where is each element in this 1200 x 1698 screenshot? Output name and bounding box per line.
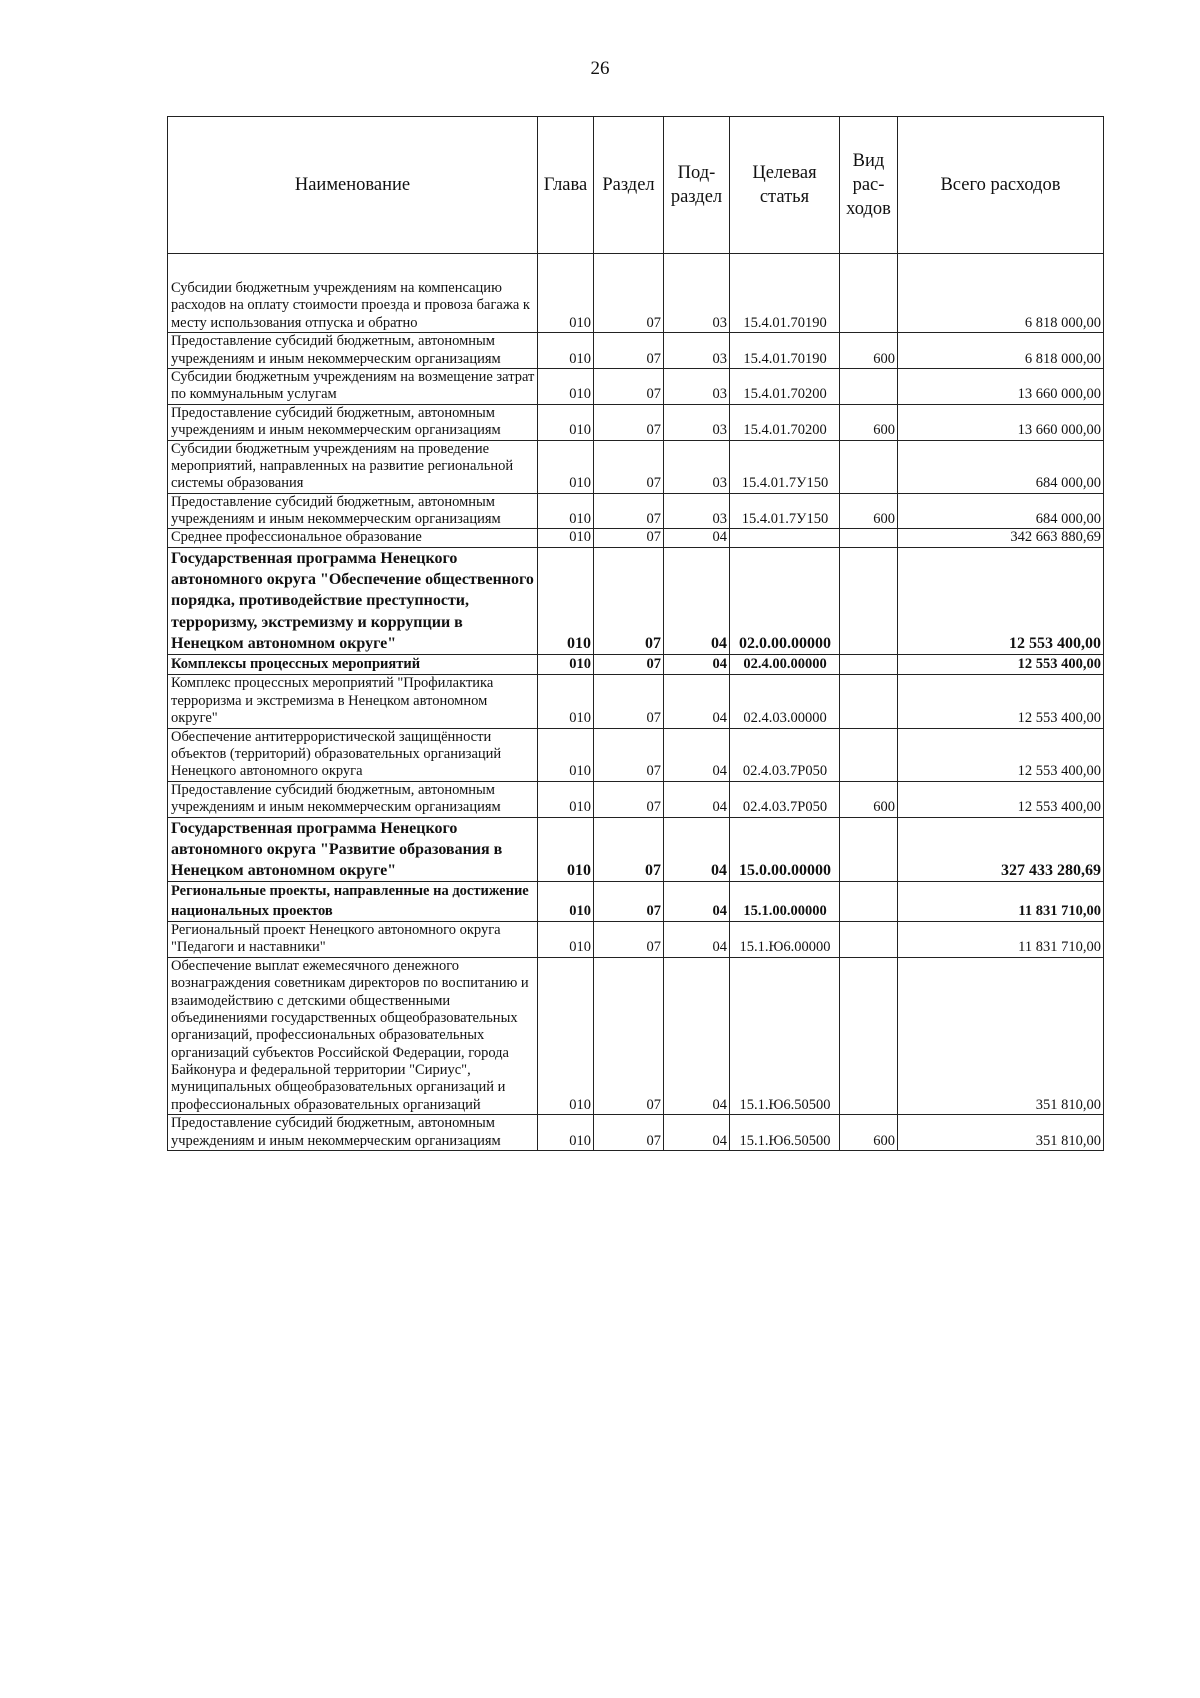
row-type	[840, 254, 898, 333]
row-target: 15.4.01.70190	[730, 333, 840, 369]
row-total: 12 553 400,00	[898, 547, 1104, 654]
row-name: Предоставление субсидий бюджетным, автономным учреждениям и иным некоммерческим организациям	[168, 1115, 538, 1151]
row-subsection: 03	[664, 368, 730, 404]
row-subsection: 04	[664, 882, 730, 922]
row-chapter: 010	[538, 333, 594, 369]
row-chapter: 010	[538, 368, 594, 404]
row-section: 07	[594, 440, 664, 493]
row-target: 15.4.01.70200	[730, 404, 840, 440]
row-chapter: 010	[538, 529, 594, 547]
row-section: 07	[594, 655, 664, 675]
table-row	[168, 368, 1104, 404]
row-name: Региональный проект Ненецкого автономного округа "Педагоги и наставники"	[168, 921, 538, 957]
header-total: Всего расходов	[898, 117, 1104, 254]
row-type	[840, 728, 898, 781]
header-type: Вид рас-ходов	[840, 117, 898, 254]
table-row	[168, 333, 1104, 369]
row-name: Субсидии бюджетным учреждениям на проведение мероприятий, направленных на развитие региональной системы образования	[168, 440, 538, 493]
header-row	[168, 117, 1104, 254]
row-type	[840, 882, 898, 922]
row-type	[840, 675, 898, 728]
row-type	[840, 547, 898, 654]
row-subsection: 04	[664, 675, 730, 728]
table-row	[168, 728, 1104, 781]
row-chapter: 010	[538, 675, 594, 728]
row-subsection: 03	[664, 404, 730, 440]
row-total: 351 810,00	[898, 957, 1104, 1115]
row-type: 600	[840, 493, 898, 529]
table-row	[168, 921, 1104, 957]
row-target: 15.4.01.70190	[730, 254, 840, 333]
row-subsection: 04	[664, 529, 730, 547]
table-row	[168, 440, 1104, 493]
row-total: 12 553 400,00	[898, 655, 1104, 675]
row-chapter: 010	[538, 781, 594, 817]
row-name: Обеспечение антитеррористической защищённости объектов (территорий) образовательных организаций Ненецкого автономного округа	[168, 728, 538, 781]
row-subsection: 04	[664, 921, 730, 957]
row-subsection: 04	[664, 728, 730, 781]
row-name: Региональные проекты, направленные на достижение национальных проектов	[168, 882, 538, 922]
row-section: 07	[594, 254, 664, 333]
page-number: 26	[590, 58, 610, 79]
row-target	[730, 529, 840, 547]
row-chapter: 010	[538, 440, 594, 493]
row-target: 15.4.01.7У150	[730, 440, 840, 493]
row-subsection: 03	[664, 254, 730, 333]
row-subsection: 04	[664, 957, 730, 1115]
row-target: 15.0.00.00000	[730, 817, 840, 882]
header-section: Раздел	[594, 117, 664, 254]
row-target: 02.4.00.00000	[730, 655, 840, 675]
row-section: 07	[594, 333, 664, 369]
row-chapter: 010	[538, 817, 594, 882]
row-subsection: 03	[664, 440, 730, 493]
row-type	[840, 655, 898, 675]
table-row	[168, 655, 1104, 675]
table-row	[168, 254, 1104, 333]
header-name: Наименование	[168, 117, 538, 254]
table-row	[168, 781, 1104, 817]
row-type: 600	[840, 404, 898, 440]
header-target: Целевая статья	[730, 117, 840, 254]
row-chapter: 010	[538, 547, 594, 654]
row-section: 07	[594, 781, 664, 817]
header-chapter: Глава	[538, 117, 594, 254]
row-target: 02.0.00.00000	[730, 547, 840, 654]
row-name: Среднее профессиональное образование	[168, 529, 538, 547]
row-section: 07	[594, 957, 664, 1115]
table-row	[168, 547, 1104, 654]
row-name: Обеспечение выплат ежемесячного денежного вознаграждения советникам директоров по воспитанию и взаимодействию с детскими общественными объединениями государственных общеобразовательных организаций, профессиональных образовательных организаций субъектов Российской Федерации, города Байконура и федеральной территории "Сириус", муниципальных общеобразовательных организаций и профессиональных образовательных организаций	[168, 957, 538, 1115]
row-section: 07	[594, 493, 664, 529]
row-section: 07	[594, 547, 664, 654]
row-total: 684 000,00	[898, 440, 1104, 493]
row-name: Предоставление субсидий бюджетным, автономным учреждениям и иным некоммерческим организациям	[168, 781, 538, 817]
row-name: Субсидии бюджетным учреждениям на возмещение затрат по коммунальным услугам	[168, 368, 538, 404]
row-total: 351 810,00	[898, 1115, 1104, 1151]
row-type	[840, 440, 898, 493]
row-name: Предоставление субсидий бюджетным, автономным учреждениям и иным некоммерческим организациям	[168, 493, 538, 529]
row-target: 15.4.01.70200	[730, 368, 840, 404]
row-subsection: 04	[664, 817, 730, 882]
row-target: 02.4.03.7Р050	[730, 728, 840, 781]
header-subsection: Под-раздел	[664, 117, 730, 254]
row-total: 12 553 400,00	[898, 728, 1104, 781]
row-target: 15.1.Ю6.50500	[730, 1115, 840, 1151]
row-name: Предоставление субсидий бюджетным, автономным учреждениям и иным некоммерческим организациям	[168, 404, 538, 440]
row-section: 07	[594, 368, 664, 404]
row-name: Комплексы процессных мероприятий	[168, 655, 538, 675]
row-chapter: 010	[538, 1115, 594, 1151]
row-subsection: 04	[664, 781, 730, 817]
row-type	[840, 368, 898, 404]
table-row	[168, 675, 1104, 728]
row-total: 11 831 710,00	[898, 921, 1104, 957]
row-section: 07	[594, 529, 664, 547]
table-row	[168, 957, 1104, 1115]
row-section: 07	[594, 675, 664, 728]
row-type: 600	[840, 781, 898, 817]
row-target: 15.4.01.7У150	[730, 493, 840, 529]
row-name: Субсидии бюджетным учреждениям на компенсацию расходов на оплату стоимости проезда и провоза багажа к месту использования отпуска и обратно	[168, 254, 538, 333]
row-chapter: 010	[538, 882, 594, 922]
row-chapter: 010	[538, 655, 594, 675]
row-chapter: 010	[538, 493, 594, 529]
row-subsection: 04	[664, 655, 730, 675]
row-chapter: 010	[538, 404, 594, 440]
table-row	[168, 882, 1104, 922]
table-row	[168, 529, 1104, 547]
row-type	[840, 529, 898, 547]
row-subsection: 03	[664, 333, 730, 369]
row-target: 15.1.Ю6.50500	[730, 957, 840, 1115]
row-type: 600	[840, 1115, 898, 1151]
row-subsection: 04	[664, 547, 730, 654]
row-total: 12 553 400,00	[898, 675, 1104, 728]
row-total: 342 663 880,69	[898, 529, 1104, 547]
row-total: 684 000,00	[898, 493, 1104, 529]
row-type	[840, 817, 898, 882]
budget-table	[167, 116, 1104, 1151]
row-target: 15.1.Ю6.00000	[730, 921, 840, 957]
row-name: Предоставление субсидий бюджетным, автономным учреждениям и иным некоммерческим организациям	[168, 333, 538, 369]
row-section: 07	[594, 404, 664, 440]
row-target: 02.4.03.00000	[730, 675, 840, 728]
row-section: 07	[594, 1115, 664, 1151]
row-total: 11 831 710,00	[898, 882, 1104, 922]
row-chapter: 010	[538, 921, 594, 957]
row-total: 6 818 000,00	[898, 333, 1104, 369]
row-type: 600	[840, 333, 898, 369]
row-target: 02.4.03.7Р050	[730, 781, 840, 817]
row-total: 12 553 400,00	[898, 781, 1104, 817]
table-row	[168, 493, 1104, 529]
row-section: 07	[594, 817, 664, 882]
row-total: 13 660 000,00	[898, 368, 1104, 404]
row-chapter: 010	[538, 254, 594, 333]
row-section: 07	[594, 882, 664, 922]
table-row	[168, 817, 1104, 882]
row-chapter: 010	[538, 728, 594, 781]
row-type	[840, 957, 898, 1115]
table-row	[168, 1115, 1104, 1151]
row-total: 13 660 000,00	[898, 404, 1104, 440]
row-type	[840, 921, 898, 957]
row-name: Государственная программа Ненецкого автономного округа "Обеспечение общественного порядка, противодействие преступности, терроризму, экстремизму и коррупции в Ненецком автономном округе"	[168, 547, 538, 654]
row-total: 6 818 000,00	[898, 254, 1104, 333]
row-section: 07	[594, 728, 664, 781]
table-row	[168, 404, 1104, 440]
row-section: 07	[594, 921, 664, 957]
row-chapter: 010	[538, 957, 594, 1115]
row-name: Комплекс процессных мероприятий "Профилактика терроризма и экстремизма в Ненецком автономном округе"	[168, 675, 538, 728]
row-target: 15.1.00.00000	[730, 882, 840, 922]
row-subsection: 04	[664, 1115, 730, 1151]
row-subsection: 03	[664, 493, 730, 529]
row-total: 327 433 280,69	[898, 817, 1104, 882]
row-name: Государственная программа Ненецкого автономного округа "Развитие образования в Ненецком автономном округе"	[168, 817, 538, 882]
